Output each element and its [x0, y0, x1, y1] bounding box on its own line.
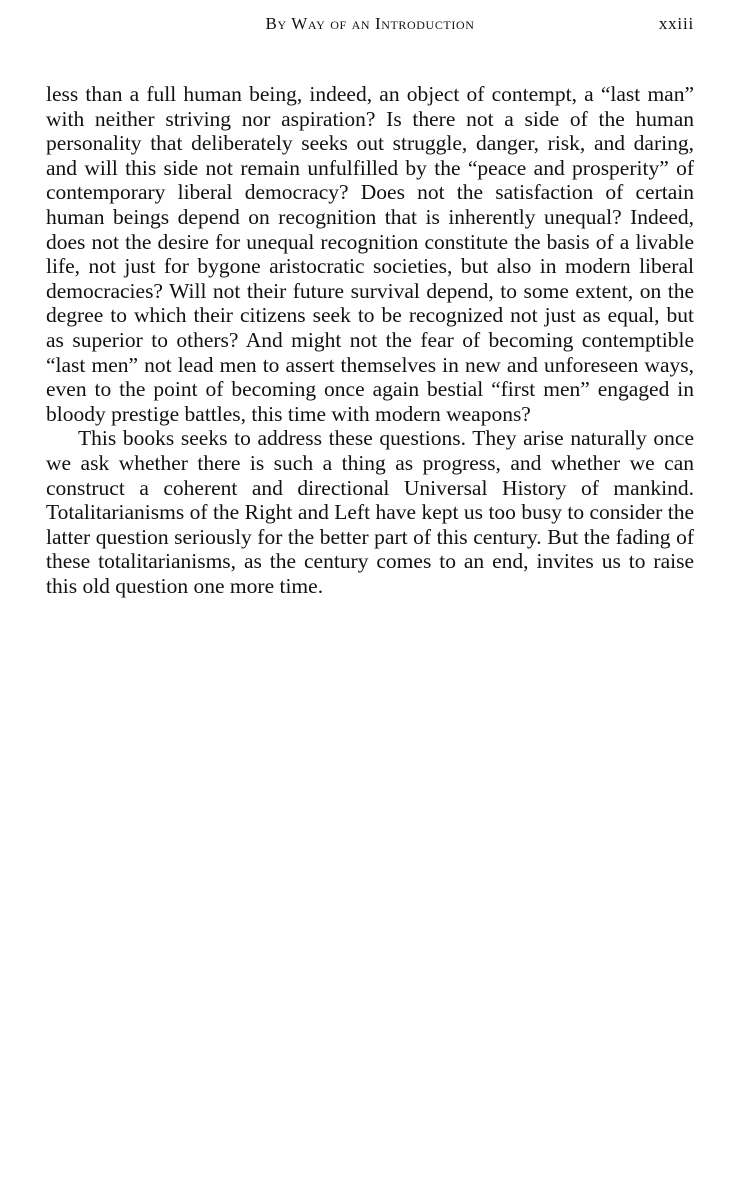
- running-head: [46, 14, 694, 42]
- running-title: By Way of an Introduction: [265, 14, 475, 33]
- page-number: xxiii: [658, 14, 694, 33]
- paragraph-2: This books seeks to address these questions. They arise naturally once we ask whether there is such a thing as progress, and whether we can construct a coherent and directional Universal History of mankind. Totalitarianisms of the Right and Left have kept us too busy to consider the latter question seriously for the better part of this century. But the fading of these totalitarianisms, as the century comes to an end, invites us to raise this old question one more time.: [46, 426, 694, 598]
- paragraph-1: less than a full human being, indeed, an object of contempt, a “last man” with neither striving nor aspiration? Is there not a side of the human personality that deliberately seeks out struggle, danger, risk, and daring, and will this side not remain unfulfilled by the “peace and prosperity” of contemporary liberal democracy? Does not the satisfaction of certain human beings depend on recognition that is inherently unequal? Indeed, does not the desire for unequal recognition constitute the basis of a livable life, not just for bygone aristocratic societies, but also in modern liberal democracies? Will not their future survival depend, to some extent, on the degree to which their citizens seek to be recognized not just as equal, but as superior to others? And might not the fear of becoming contemptible “last men” not lead men to assert themselves in new and unforeseen ways, even to the point of becoming once again bestial “first men” engaged in bloody prestige battles, this time with modern weapons?: [46, 82, 694, 426]
- body-text: [46, 82, 694, 598]
